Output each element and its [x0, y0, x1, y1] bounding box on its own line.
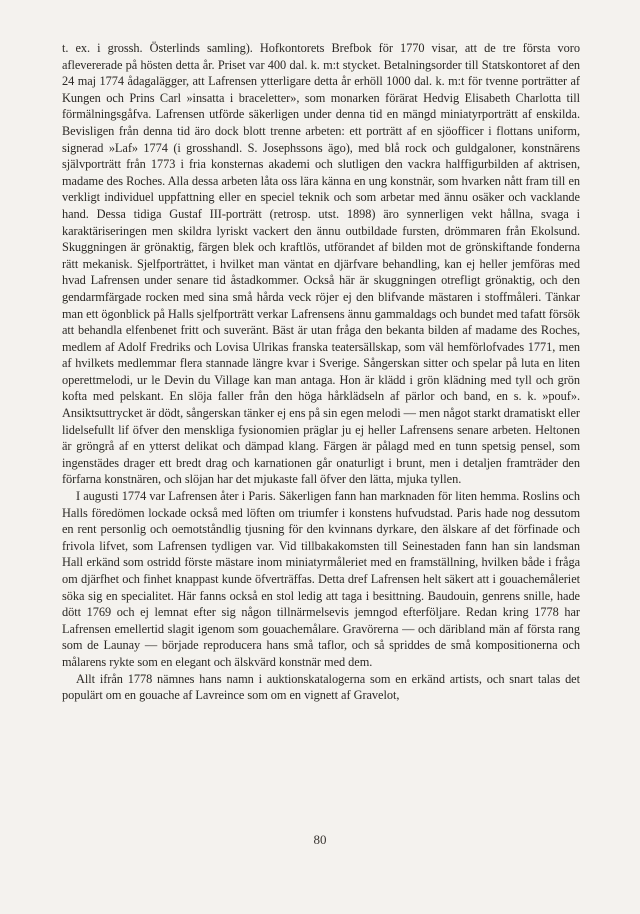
- paragraph-1: t. ex. i grossh. Österlinds samling). Hofkontorets Brefbok för 1770 visar, att de tre första voro aflevererade på hösten detta år. Priset var 400 dal. k. m:t stycket. Betalningsorder till Statskontoret af den 24 maj 1774 ådagalägger, att Lafrensen ytterligare detta år erhöll 1000 dal. k. m:t för tvenne porträtter af Kungen och Prins Carl »insatta i braceletter», som monarken förärat Hedvig Elisabeth Charlotta till förmälningsgåfva. Lafrensen utförde säkerligen under denna tid en mängd miniatyrporträtt af enskilda. Bevisligen från denna tid äro dock blott trenne arbeten: ett porträtt af en sjöofficer i flottans uniform, signerad »Laf» 1774 (i grosshandl. S. Josephssons ägo), med blå rock och guldgaloner, konstnärens självporträtt från 1773 i fria konsternas akademi och slutligen den vackra halffigurbilden af aktrisen, madame des Roches. Alla dessa arbeten låta oss lära känna en ung konstnär, som hvarken nått fram till en verkligt individuel uppfattning eller en speciel teknik och som arbetar med ännu osäker och vacklande hand. Dessa tidiga Gustaf III-porträtt (retrosp. utst. 1898) äro synnerligen vekt hållna, svaga i karaktäriseringen men skildra lyriskt vackert den ännu outbildade fursten, drömmaren från Ekolsund. Skuggningen är grönaktig, färgen blek och kraftlös, utförandet af bilden mot de grönskiftande fonderna rätt mekanisk. Sjelfporträttet, i hvilket man väntat en djärfvare behandling, kan ej heller jemföras med hvad Lafrensen under senare tid åstadkommer. Också här är skuggningen otrefligt grönaktig, och den gendarmfärgade rocken med sina små hårda veck röjer ej den blifvande mästaren i stoffmåleri. Tänkar man ett ögonblick på Halls sjelfporträtt verkar Lafrensens ännu gammaldags och bundet med tafatt försök att behandla elfenbenet fritt och suveränt. Bäst är utan fråga den bekanta bilden af madame des Roches, medlem af Adolf Fredriks och Lovisa Ulrikas franska teatersällskap, som väl hemförlofvades 1771, men af hvilkets medlemmar flera stannade längre kvar i Sverige. Sångerskan sitter och spelar på luta en liten operettmelodi, ur le Devin du Village kan man antaga. Hon är klädd i grön klädning med tyll och grön kofta med pelskant. En slöja faller från den höga hårklädseln af pärlor och band, en s. k. »pouf». Ansiktsuttrycket är dödt, sångerskan tänker ej ens på sin egen melodi — men något starkt dramatiskt eller lidelsefullt lif öfver den menskliga fysionomien präglar ju ej heller Lafrensens senare arbeten. Heltonen är gröngrå af en ytterst delikat och dämpad klang. Färgen är pålagd med en tunn spetsig pensel, som ingenstädes drager ett bredt drag och karnationen går onaturligt i brunt, men i detaljen framträder den förfarna konstnären, och slöjan har det mjukaste fall öfver den lätta, mjuka tyllen.: [62, 41, 580, 487]
- page-number: 80: [313, 832, 327, 847]
- page-body: [62, 40, 580, 704]
- paragraph-2: I augusti 1774 var Lafrensen åter i Paris. Säkerligen fann han marknaden för liten hemma. Roslins och Halls föredömen lockade också med löften om triumfer i konstens hufvudstad. Paris hade nog dessutom en rent personlig och oemotståndlig tjusning för den kvinnans dyrkare, den älskare af det förfinade och frivola lifvet, som Lafrensen tydligen var. Vid tillbakakomsten till Seinestaden fann han sin landsman Hall erkänd som ostridd förste mästare inom miniatyrmåleriet med en framställning, hvilken både i fråga om djärfhet och finhet knappast kunde öfverträffas. Detta dref Lafrensen helt säkert att i gouachemåleriet söka sig en specialitet. Här fanns också en stol ledig att taga i besittning. Baudouin, genrens snille, hade dött 1769 och ej lemnat efter sig någon tillnärmelsevis jemngod efterföljare. Redan kring 1778 har Lafrensen emellertid slagit igenom som gouachemålare. Gravörerna — och däribland män af första rang som de Launay — började reproducera hans små taflor, och så spriddes de små kompositionerna och målarens rykte som en elegant och älskvärd konstnär med dem.: [62, 489, 580, 669]
- paragraph-3: Allt ifrån 1778 nämnes hans namn i auktionskatalogerna som en erkänd artists, och snart talas det populärt om en gouache af Lavreince som om en vignett af Gravelot,: [62, 671, 580, 703]
